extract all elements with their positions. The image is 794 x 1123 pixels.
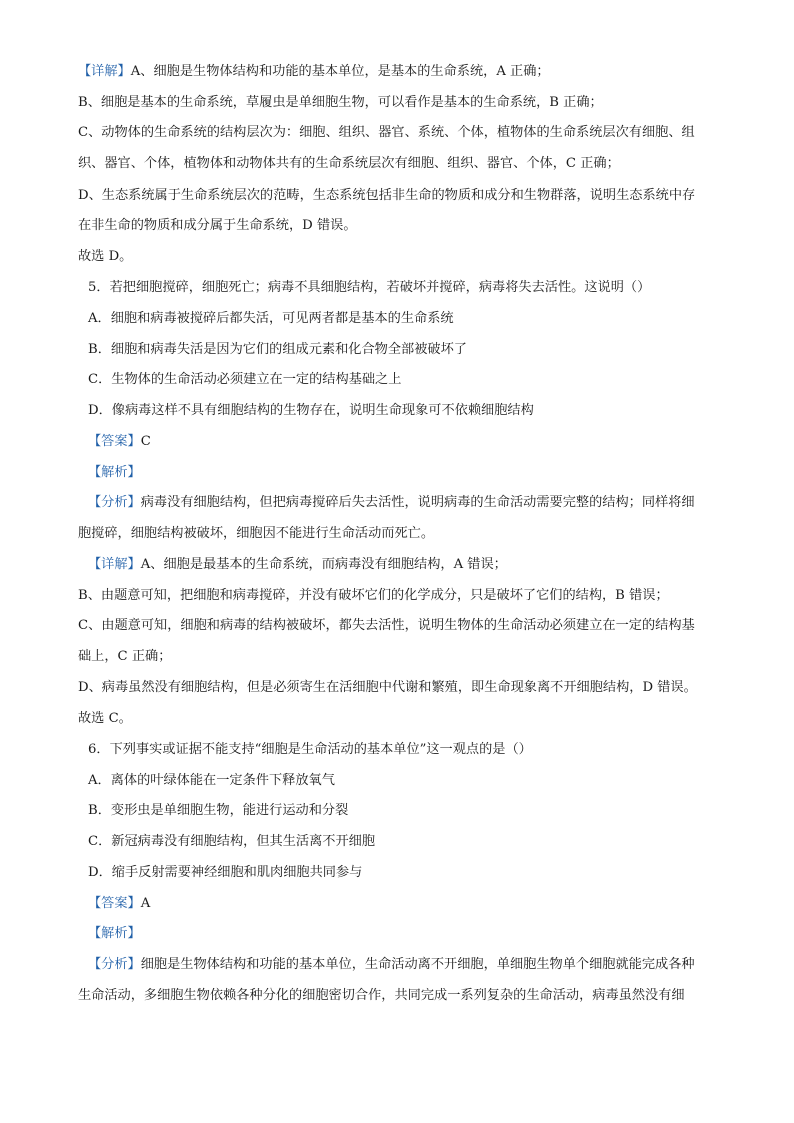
text-line [78, 709, 132, 729]
section-tag: 【分析】 [88, 957, 141, 972]
line-text: 础上，C 正确； [78, 649, 172, 664]
line-text: 织、器官、个体，植物体和动物体共有的生命系统层次有细胞、组织、器官、个体，C 正确； [78, 156, 620, 171]
line-text: 胞搅碎，细胞结构被破坏，细胞因不能进行生命活动而死亡。 [78, 526, 435, 541]
text-line [78, 123, 695, 143]
line-text: C [140, 434, 151, 449]
line-text: 6．下列事实或证据不能支持“细胞是生命活动的基本单位”这一观点的是（） [88, 742, 532, 757]
line-text: A．细胞和病毒被搅碎后都失活，可见两者都是基本的生命系统 [88, 311, 454, 326]
text-line [78, 216, 357, 236]
text-line [88, 463, 141, 483]
text-line [78, 678, 697, 698]
text-line [78, 154, 620, 174]
text-line [78, 186, 695, 206]
line-text: B、由题意可知，把细胞和病毒搅碎，并没有破坏它们的化学成分，只是破坏了它们的结构，B 错误； [78, 588, 669, 603]
section-tag: 【详解】 [88, 557, 141, 572]
line-text: 细胞是生物体结构和功能的基本单位，生命活动离不开细胞，单细胞生物单个细胞就能完成各种 [140, 957, 695, 972]
line-text: C．新冠病毒没有细胞结构，但其生活离不开细胞 [88, 834, 376, 849]
line-text: A．离体的叶绿体能在一定条件下释放氧气 [88, 773, 335, 788]
text-line [88, 278, 650, 298]
line-text: 故选 D。 [78, 249, 133, 264]
text-line [88, 309, 454, 329]
text-line [78, 93, 603, 113]
text-line [88, 924, 141, 944]
text-line [88, 555, 507, 575]
text-line [88, 740, 532, 760]
section-tag: 【解析】 [88, 926, 141, 941]
line-text: B．细胞和病毒失活是因为它们的组成元素和化合物全部被破坏了 [88, 342, 467, 357]
text-line [88, 863, 362, 883]
line-text: B．变形虫是单细胞生物，能进行运动和分裂 [88, 803, 349, 818]
text-line [78, 524, 434, 544]
text-line [88, 955, 695, 975]
text-line [78, 616, 695, 636]
line-text: A、细胞是生物体结构和功能的基本单位，是基本的生命系统，A 正确； [130, 64, 550, 79]
text-line [88, 801, 348, 821]
text-line [78, 247, 132, 267]
text-line [88, 432, 151, 452]
section-tag: 【分析】 [88, 495, 141, 510]
section-tag: 【答案】 [88, 434, 141, 449]
text-line [88, 493, 695, 513]
line-text: C、由题意可知，细胞和病毒的结构被破坏，都失去活性，说明生物体的生命活动必须建立在一定的结构基 [78, 618, 695, 633]
line-text: D．缩手反射需要神经细胞和肌肉细胞共同参与 [88, 865, 363, 880]
line-text: 在非生命的物质和成分属于生命系统，D 错误。 [78, 218, 357, 233]
line-text: 病毒没有细胞结构，但把病毒搅碎后失去活性，说明病毒的生命活动需要完整的结构；同样将细 [140, 495, 695, 510]
line-text: C．生物体的生命活动必须建立在一定的结构基础之上 [88, 372, 402, 387]
section-tag: 【详解】 [78, 64, 131, 79]
text-line [78, 586, 669, 606]
text-line [88, 401, 534, 421]
line-text: B、细胞是基本的生命系统，草履虫是单细胞生物，可以看作是基本的生命系统，B 正确； [78, 95, 603, 110]
line-text: 生命活动，多细胞生物依赖各种分化的细胞密切合作，共同完成一系列复杂的生命活动，病毒虽然没有细 [78, 988, 685, 1003]
line-text: C、动物体的生命系统的结构层次为：细胞、组织、器官、系统、个体，植物体的生命系统层次有细胞、组 [78, 125, 695, 140]
line-text: D、病毒虽然没有细胞结构，但是必须寄生在活细胞中代谢和繁殖，即生命现象离不开细胞结构，D 错误。 [78, 680, 697, 695]
text-line [78, 986, 685, 1006]
text-line [88, 340, 467, 360]
section-tag: 【解析】 [88, 465, 141, 480]
line-text: 5．若把细胞搅碎，细胞死亡；病毒不具细胞结构，若破坏并搅碎，病毒将失去活性。这说明（） [88, 280, 651, 295]
text-line [88, 832, 375, 852]
line-text: D．像病毒这样不具有细胞结构的生物存在，说明生命现象可不依赖细胞结构 [88, 403, 534, 418]
section-tag: 【答案】 [88, 896, 141, 911]
text-line [88, 894, 150, 914]
text-line [88, 771, 335, 791]
text-line [78, 62, 550, 82]
text-line [88, 370, 401, 390]
line-text: A [140, 896, 151, 911]
line-text: D、生态系统属于生命系统层次的范畴，生态系统包括非生命的物质和成分和生物群落，说明生态系统中存 [78, 188, 696, 203]
line-text: A、细胞是最基本的生命系统，而病毒没有细胞结构，A 错误； [140, 557, 507, 572]
line-text: 故选 C。 [78, 711, 132, 726]
text-line [78, 647, 171, 667]
